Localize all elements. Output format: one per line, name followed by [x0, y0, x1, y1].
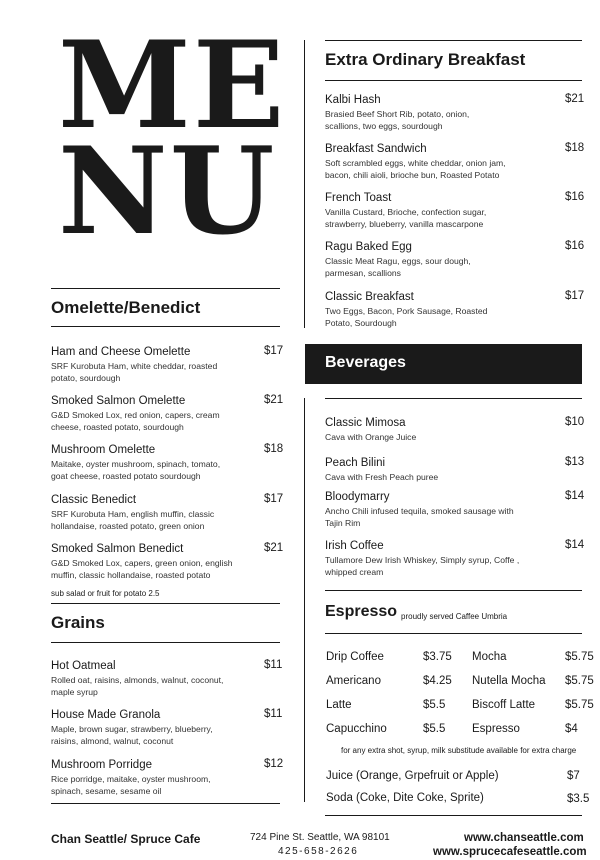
menu-item	[325, 142, 506, 181]
soda-item: Soda (Coke, Dite Coke, Sprite)	[326, 792, 484, 804]
menu-item-description: spinach, sesame, sesame oil	[51, 785, 162, 796]
menu-item-price: $13	[565, 456, 585, 468]
menu-item-price: $18	[264, 443, 284, 455]
footer-phone: 425-658-2626	[278, 846, 359, 857]
menu-item-description: Rice porridge, maitake, oyster mushroom,	[51, 774, 211, 784]
menu-item-description: Soft scrambled eggs, white cheddar, onion jam,	[325, 158, 506, 168]
menu-item-price: $21	[264, 394, 284, 406]
menu-item-description: G&D Smoked Lox, red onion, capers, cream	[51, 410, 220, 420]
menu-item-name: Ham and Cheese Omelette	[51, 346, 191, 358]
divider	[325, 815, 582, 816]
menu-item-description: goat cheese, roasted potato sourdough	[51, 470, 201, 481]
menu-item-name: House Made Granola	[51, 709, 161, 721]
espresso-item-name: Biscoff Latte	[472, 699, 536, 711]
espresso-item-price: $5.75	[565, 651, 594, 663]
menu-item-description: SRF Kurobuta Ham, english muffin, classic	[51, 509, 215, 519]
menu-item	[325, 416, 416, 444]
menu-item	[51, 542, 233, 581]
menu-item-price: $14	[565, 539, 585, 551]
menu-item	[51, 394, 220, 433]
menu-item-price: $21	[264, 542, 284, 554]
menu-item-description: Two Eggs, Bacon, Pork Sausage, Roasted	[325, 306, 488, 316]
menu-item-price: $16	[565, 240, 585, 252]
grains-heading: Grains	[51, 613, 105, 632]
menu-item-name: Breakfast Sandwich	[325, 143, 427, 155]
menu-item-description: maple syrup	[51, 686, 98, 697]
espresso-item-price: $4.25	[423, 675, 452, 687]
menu-item-name: Kalbi Hash	[325, 94, 381, 106]
menu-item-description: Brasied Beef Short Rib, potato, onion,	[325, 109, 470, 119]
divider	[325, 633, 582, 634]
menu-item-name: Classic Breakfast	[325, 291, 414, 303]
menu-item-description: parmesan, scallions	[325, 267, 401, 278]
menu-title-line2: NU	[58, 121, 277, 262]
menu-item-name: Classic Mimosa	[325, 417, 406, 429]
espresso-item-price: $5.75	[565, 675, 594, 687]
menu-item-description: Tajin Rim	[325, 517, 361, 528]
espresso-item-name: Latte	[326, 699, 352, 711]
menu-item	[325, 456, 438, 484]
menu-item-price: $11	[264, 659, 283, 671]
menu-item-description: cheese, roasted potato, sourdough	[51, 421, 184, 432]
espresso-item-name: Capucchino	[326, 723, 387, 735]
menu-item-name: French Toast	[325, 192, 392, 204]
divider	[51, 642, 280, 643]
menu-item-description: Maitake, oyster mushroom, spinach, tomato,	[51, 459, 221, 469]
menu-item-description: strawberry, blueberry, vanilla mascarpone	[325, 218, 484, 229]
menu-item-description: Maple, brown sugar, strawberry, blueberry,	[51, 724, 213, 734]
menu-item-name: Classic Benedict	[51, 494, 137, 506]
menu-item-description: raisins, almond, walnut, coconut	[51, 735, 174, 746]
menu-item	[51, 493, 214, 532]
menu-item-name: Irish Coffee	[325, 540, 384, 552]
vertical-divider	[304, 40, 305, 328]
menu-item-price: $16	[565, 191, 585, 203]
menu-item-name: Peach Bilini	[325, 457, 386, 469]
divider	[325, 590, 582, 591]
menu-item-price: $17	[264, 493, 284, 505]
menu-item-name: Smoked Salmon Benedict	[51, 543, 184, 555]
menu-item	[325, 539, 519, 578]
soda-price: $3.5	[567, 793, 590, 805]
espresso-item-name: Mocha	[472, 651, 507, 663]
menu-item-description: potato, sourdough	[51, 372, 121, 383]
espresso-item-name: Americano	[326, 675, 381, 687]
menu-item-price: $21	[565, 93, 585, 105]
espresso-item-name: Espresso	[472, 723, 520, 735]
menu-item-description: Potato, Sourdough	[325, 317, 397, 328]
footer-website-2[interactable]: www.sprucecafeseattle.com	[433, 846, 587, 858]
menu-item	[51, 443, 220, 482]
menu-item-price: $17	[264, 345, 284, 357]
menu-item-description: Rolled oat, raisins, almonds, walnut, coconut,	[51, 675, 224, 685]
extra-charge-note: for any extra shot, syrup, milk substitude available for extra charge	[341, 746, 577, 755]
espresso-item-price: $5.75	[565, 699, 594, 711]
beverages-heading: Beverages	[325, 354, 406, 371]
espresso-item-name: Drip Coffee	[326, 651, 384, 663]
espresso-heading: Espresso	[325, 603, 398, 620]
omelette-heading: Omelette/Benedict	[51, 298, 201, 317]
espresso-item-price: $3.75	[423, 651, 452, 663]
espresso-item-price: $5.5	[423, 699, 446, 711]
menu-item-description: Vanilla Custard, Brioche, confection sugar,	[325, 207, 487, 217]
divider	[325, 398, 582, 399]
menu-item-description: whipped cream	[325, 566, 384, 577]
menu-item	[325, 93, 469, 132]
divider	[325, 40, 582, 41]
footer-restaurant-name: Chan Seattle/ Spruce Cafe	[51, 832, 201, 846]
menu-item-name: Hot Oatmeal	[51, 660, 116, 672]
menu-item-description: Cava with Orange Juice	[325, 432, 417, 442]
menu-item	[51, 758, 211, 797]
menu-item-description: Classic Meat Ragu, eggs, sour dough,	[325, 256, 471, 266]
divider	[51, 603, 280, 604]
beverages-header-bar	[305, 344, 582, 384]
menu-item	[51, 659, 223, 698]
menu-item-description: muffin, classic hollandaise, roasted potato	[51, 569, 211, 580]
menu-item	[325, 490, 514, 529]
menu-item-description: Tullamore Dew Irish Whiskey, Simply syrup, Coffe ,	[325, 555, 520, 565]
menu-item-price: $18	[565, 142, 585, 154]
menu-item-name: Mushroom Omelette	[51, 444, 156, 456]
menu-item-price: $12	[264, 758, 284, 770]
menu-item	[325, 290, 487, 329]
menu-item-name: Ragu Baked Egg	[325, 241, 412, 253]
menu-item	[325, 191, 486, 230]
espresso-subheading: proudly served Caffee Umbria	[401, 612, 508, 621]
menu-item-description: bacon, chili aioli, brioche bun, Roasted Potato	[325, 169, 500, 180]
menu-item	[325, 240, 471, 279]
espresso-item-price: $5.5	[423, 723, 446, 735]
menu-item-price: $10	[565, 416, 585, 428]
menu-item-price: $14	[565, 490, 585, 502]
juice-price: $7	[567, 770, 580, 782]
breakfast-heading: Extra Ordinary Breakfast	[325, 50, 526, 69]
menu-title-line1: ME	[58, 15, 287, 156]
menu-item-description: Cava with Fresh Peach puree	[325, 472, 439, 482]
vertical-divider	[304, 398, 305, 802]
menu-item-name: Mushroom Porridge	[51, 759, 152, 771]
menu-item-price: $17	[565, 290, 585, 302]
menu-item	[51, 708, 213, 747]
menu-item-name: Smoked Salmon Omelette	[51, 395, 186, 407]
menu-item-name: Bloodymarry	[325, 491, 390, 503]
menu-item-description: scallions, two eggs, sourdough	[325, 120, 443, 131]
divider	[51, 288, 280, 289]
divider	[325, 80, 582, 81]
footer-website-1[interactable]: www.chanseattle.com	[464, 832, 584, 844]
menu-item-description: G&D Smoked Lox, capers, green onion, english	[51, 558, 233, 568]
divider	[51, 803, 280, 804]
menu-item-price: $11	[264, 708, 283, 720]
menu-item	[51, 345, 217, 384]
menu-item-description: Ancho Chili infused tequila, smoked sausage with	[325, 506, 514, 516]
divider	[51, 326, 280, 327]
juice-item: Juice (Orange, Grpefruit or Apple)	[326, 770, 499, 782]
espresso-item-price: $4	[565, 723, 578, 735]
menu-item-description: hollandaise, roasted potato, green onion	[51, 520, 205, 531]
footer-address: 724 Pine St. Seattle, WA 98101	[250, 832, 390, 843]
potato-sub-note: sub salad or fruit for potato 2.5	[51, 589, 160, 598]
menu-item-description: SRF Kurobuta Ham, white cheddar, roasted	[51, 361, 218, 371]
espresso-item-name: Nutella Mocha	[472, 675, 546, 687]
